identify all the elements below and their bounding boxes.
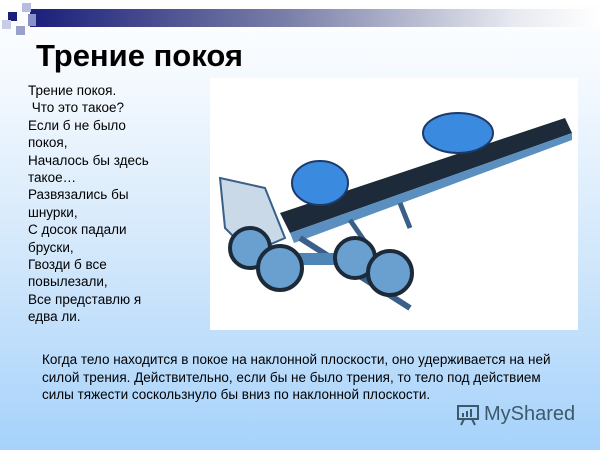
presentation-icon bbox=[456, 404, 480, 426]
poem-line: шнурки, bbox=[28, 204, 78, 220]
poem bbox=[28, 82, 149, 326]
poem-line: Началось бы здесь bbox=[28, 152, 149, 168]
caption-text: Когда тело находится в покое на наклонной плоскости, оно удерживается на ней силой трения. Действительно, если бы не было трения, то тело под действием силы тяжести соскользнуло бы вниз по наклонной плоскости. bbox=[42, 352, 551, 402]
poem-line: Если б не было bbox=[28, 117, 126, 133]
watermark-text: MyShared bbox=[484, 403, 576, 425]
poem-line: едва ли. bbox=[28, 309, 81, 325]
poem-line: С досок падали bbox=[28, 222, 127, 238]
poem-line: повылезали, bbox=[28, 274, 108, 290]
watermark bbox=[456, 403, 575, 426]
slide-title: Трение покоя bbox=[36, 38, 243, 73]
poem-line: покоя, bbox=[28, 135, 68, 151]
decor-square bbox=[2, 20, 11, 29]
decor-square bbox=[16, 26, 25, 35]
poem-line: такое… bbox=[28, 170, 77, 186]
poem-line: Гвозди б все bbox=[28, 257, 107, 273]
poem-line: бруски, bbox=[28, 239, 74, 255]
poem-line: Трение покоя. bbox=[28, 83, 117, 98]
poem-line: Что это такое? bbox=[28, 100, 125, 116]
decor-square bbox=[28, 14, 36, 26]
header-gradient-bar bbox=[30, 9, 600, 27]
conveyor-illustration bbox=[210, 78, 578, 330]
poem-line: Развязались бы bbox=[28, 187, 129, 203]
poem-line: Все представлю я bbox=[28, 291, 142, 307]
decor-square bbox=[22, 3, 31, 12]
